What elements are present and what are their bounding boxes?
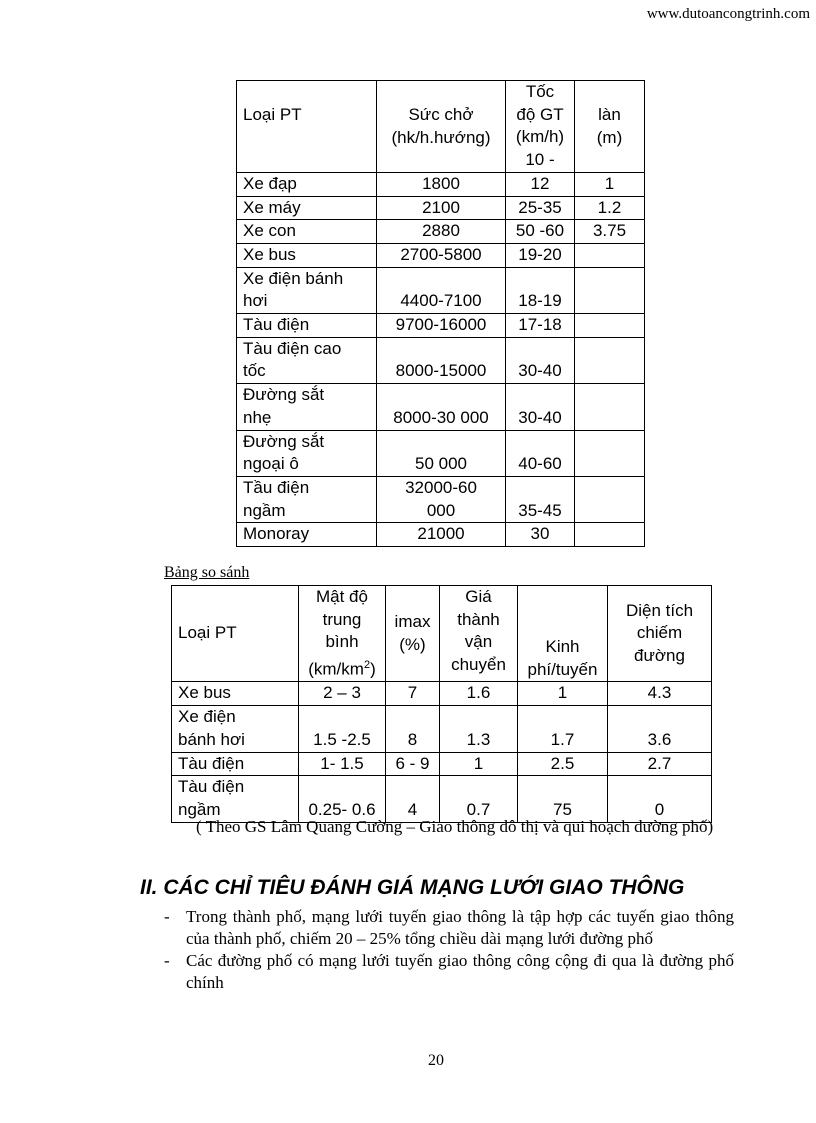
transport-cost-cell <box>440 682 518 706</box>
cell-line <box>510 477 570 500</box>
cell-line: Monoray <box>243 524 310 544</box>
imax-cell-header <box>386 586 440 682</box>
table-row <box>237 196 645 220</box>
network-density-cell <box>299 752 386 776</box>
vehicle-type-cell <box>172 706 299 752</box>
cell-line: Xe điện <box>178 707 236 727</box>
cell-line: (m) <box>596 127 623 147</box>
capacity-cell <box>377 196 506 220</box>
vehicle-type-cell <box>237 337 377 383</box>
cell-line <box>579 268 640 291</box>
cell-line: 1.2 <box>597 197 622 217</box>
bullet-dash: - <box>164 907 170 926</box>
cell-line <box>390 706 435 729</box>
cell-line: ngầm <box>243 500 286 520</box>
vehicle-type-cell <box>237 172 377 196</box>
table-row <box>237 337 645 383</box>
cell-line: 2700-5800 <box>400 244 482 264</box>
comparison-table <box>171 585 712 823</box>
cell-line: 0.25- 0.6 <box>308 799 376 819</box>
vehicle-type-cell-header <box>237 81 377 173</box>
cell-line: Xe đạp <box>243 173 297 193</box>
cell-line: 19-20 <box>518 244 562 264</box>
table-row <box>172 682 712 706</box>
vehicle-type-cell <box>237 220 377 244</box>
vehicle-type-cell-header <box>172 586 299 682</box>
cell-line: 30-40 <box>518 361 562 381</box>
cell-line: 3.6 <box>647 729 672 749</box>
speed-cell <box>506 384 575 430</box>
cell-line: 1- 1.5 <box>320 753 364 773</box>
cell-line: Tầu điện <box>243 477 310 497</box>
cell-line: 50 000 <box>415 454 467 474</box>
watermark-url: www.dutoancongtrinh.com <box>646 6 810 22</box>
vehicle-type-cell <box>237 523 377 547</box>
speed-cell <box>506 196 575 220</box>
cell-line: (%) <box>399 634 426 654</box>
capacity-cell <box>377 476 506 522</box>
lane-cell <box>575 337 645 383</box>
cell-line: trung <box>322 609 362 629</box>
table-header-row <box>237 81 645 173</box>
cell-line: thành <box>457 609 500 629</box>
speed-cell <box>506 523 575 547</box>
unit-text: (km/km <box>308 659 364 679</box>
table-row <box>237 430 645 476</box>
network-density-cell-header <box>299 586 386 682</box>
cell-line <box>579 431 640 454</box>
cell-line <box>522 776 603 799</box>
cell-line <box>579 523 640 546</box>
capacity-cell <box>377 267 506 313</box>
cell-line: 1.3 <box>466 729 491 749</box>
lane-cell <box>575 430 645 476</box>
capacity-cell <box>377 220 506 244</box>
lane-cell <box>575 314 645 338</box>
capacity-cell <box>377 172 506 196</box>
lane-cell <box>575 384 645 430</box>
speed-cell <box>506 430 575 476</box>
cell-line: 10 - <box>525 150 555 170</box>
lane-cell <box>575 476 645 522</box>
speed-cell <box>506 243 575 267</box>
transport-cost-cell <box>440 752 518 776</box>
network-density-cell <box>299 706 386 752</box>
page-number: 20 <box>428 1052 444 1069</box>
cell-line: 18-19 <box>518 291 562 311</box>
cell-line: 9700-16000 <box>395 315 487 335</box>
cell-line: Tàu điện cao <box>243 338 342 358</box>
cell-line: chiếm <box>636 623 683 643</box>
table-row <box>237 172 645 196</box>
cell-line <box>444 706 513 729</box>
road-area-cell <box>608 752 712 776</box>
bullet-dash: - <box>164 951 170 970</box>
lane-cell <box>575 243 645 267</box>
cell-line: 6 - 9 <box>395 753 430 773</box>
cell-line <box>510 384 570 407</box>
imax-cell <box>386 682 440 706</box>
cell-line <box>303 654 381 681</box>
cell-line <box>303 706 381 729</box>
vehicle-type-cell <box>237 243 377 267</box>
cell-line <box>579 407 640 430</box>
road-area-cell-header <box>608 586 712 682</box>
cell-line: 75 <box>553 799 572 819</box>
source-note: ( Theo GS Lâm Quang Cường – Giao thông đô thị và qui hoạch đường phố) <box>196 817 714 836</box>
cell-line: 4400-7100 <box>400 291 482 311</box>
cell-line <box>579 338 640 361</box>
cell-line: vận <box>464 632 493 652</box>
cell-line <box>579 453 640 476</box>
cell-line: 35-45 <box>518 500 562 520</box>
bullet-item <box>164 906 734 950</box>
vehicle-type-cell <box>237 314 377 338</box>
cell-line <box>579 314 640 337</box>
cell-line <box>381 268 501 291</box>
cell-line: 50 -60 <box>515 221 565 241</box>
table-row <box>237 243 645 267</box>
vehicle-type-cell <box>172 682 299 706</box>
lane-cell <box>575 172 645 196</box>
cell-line: 12 <box>530 173 550 193</box>
bullet-text: Các đường phố có mạng lưới tuyến giao thông công cộng đi qua là đường phố chính <box>186 951 734 992</box>
table-row <box>237 523 645 547</box>
cell-line: Diện tích <box>625 600 694 620</box>
cell-line: 2880 <box>422 221 460 241</box>
table-row <box>172 752 712 776</box>
cell-line: 7 <box>407 683 418 703</box>
cell-line: 4 <box>407 799 418 819</box>
table-row <box>237 220 645 244</box>
cell-line: tốc <box>243 361 266 381</box>
cell-line: 40-60 <box>518 454 562 474</box>
cell-line: phí/tuyến <box>527 659 598 679</box>
cell-line: 2.7 <box>647 753 672 773</box>
cell-line <box>579 290 640 313</box>
cell-line: Xe điện bánh <box>243 268 344 288</box>
cell-line: Mật độ <box>316 587 368 606</box>
capacity-cell-header <box>377 81 506 173</box>
cell-line <box>381 431 501 454</box>
transport-cost-cell <box>440 706 518 752</box>
bullet-item <box>164 950 734 994</box>
imax-cell <box>386 752 440 776</box>
cell-line: làn <box>598 105 621 124</box>
cell-line <box>444 776 513 799</box>
cell-line: Sức chở <box>408 105 474 124</box>
cell-line: 25-35 <box>518 197 562 217</box>
vehicle-type-cell <box>237 476 377 522</box>
cell-line: bánh hơi <box>178 729 245 749</box>
cell-line: 8000-15000 <box>395 361 487 381</box>
cell-line: Xe bus <box>243 244 296 264</box>
speed-cell <box>506 476 575 522</box>
paren-close: ) <box>370 659 376 679</box>
vehicle-type-cell <box>237 196 377 220</box>
speed-cell-header <box>506 81 575 173</box>
lane-cell <box>575 220 645 244</box>
table-caption: Bảng so sánh <box>164 564 250 581</box>
cell-line <box>510 338 570 361</box>
route-cost-cell <box>518 752 608 776</box>
cell-line <box>303 776 381 799</box>
lane-cell <box>575 267 645 313</box>
capacity-cell <box>377 430 506 476</box>
cell-line: Đường sắt <box>243 385 325 405</box>
table-row <box>237 314 645 338</box>
vehicle-type-cell <box>237 267 377 313</box>
cell-line: (hk/h.hướng) <box>391 127 491 147</box>
cell-line <box>612 776 707 799</box>
vehicle-type-cell <box>237 384 377 430</box>
table-row <box>237 476 645 522</box>
lane-cell <box>575 196 645 220</box>
speed-cell <box>506 314 575 338</box>
cell-line: 1 <box>557 683 568 703</box>
cell-line: Tàu điện <box>243 315 310 335</box>
cell-line: 8000-30 000 <box>393 407 489 427</box>
road-area-cell <box>608 706 712 752</box>
lane-cell <box>575 523 645 547</box>
route-cost-cell <box>518 706 608 752</box>
bullet-list <box>164 906 734 994</box>
cell-line <box>579 500 640 523</box>
cell-line: 4.3 <box>647 683 672 703</box>
vehicle-capacity-table <box>236 80 645 547</box>
cell-line <box>390 776 435 799</box>
cell-line: 2 – 3 <box>323 683 361 703</box>
road-area-cell <box>608 682 712 706</box>
cell-line: độ GT <box>516 104 564 124</box>
cell-line: 0 <box>654 799 665 819</box>
cell-line: bình <box>325 632 359 652</box>
bullet-text: Trong thành phố, mạng lưới tuyến giao thông là tập hợp các tuyến giao thông của thành phố, chiếm 20 – 25% tổng chiều dài mạng lưới đường phố <box>186 907 734 948</box>
cell-line: ngầm <box>178 799 221 819</box>
cell-line: Giá <box>465 587 492 606</box>
capacity-cell <box>377 523 506 547</box>
cell-line: 30-40 <box>518 407 562 427</box>
cell-line: 2.5 <box>550 753 575 773</box>
cell-line: 32000-60 <box>405 477 477 497</box>
section-heading: II. CÁC CHỈ TIÊU ĐÁNH GIÁ MẠNG LƯỚI GIAO THÔNG <box>140 876 685 899</box>
cell-line: Tốc <box>525 82 555 101</box>
cell-line: Xe máy <box>243 197 301 217</box>
cell-line: đường <box>634 646 685 666</box>
cell-line: 21000 <box>417 524 465 544</box>
cell-line: 8 <box>407 729 418 749</box>
cell-line: Xe bus <box>178 683 231 703</box>
cell-line: ngoại ô <box>243 454 299 474</box>
cell-line <box>381 384 501 407</box>
cell-line: Tàu điện <box>178 777 245 797</box>
cell-line: Loại PT <box>243 105 302 124</box>
cell-line: Kinh <box>545 637 580 657</box>
route-cost-cell <box>518 682 608 706</box>
table-row <box>172 706 712 752</box>
cell-line: 2100 <box>422 197 460 217</box>
cell-line <box>381 338 501 361</box>
capacity-cell <box>377 314 506 338</box>
cell-line: Loại PT <box>178 623 237 643</box>
cell-line: 1 <box>473 753 484 773</box>
cell-line: 1 <box>604 173 615 193</box>
vehicle-type-cell <box>237 430 377 476</box>
cell-line: (km/h) <box>515 127 565 147</box>
speed-cell <box>506 220 575 244</box>
cell-line: Xe con <box>243 221 296 241</box>
imax-cell <box>386 706 440 752</box>
cell-line <box>579 244 640 267</box>
lane-cell-header <box>575 81 645 173</box>
speed-cell <box>506 337 575 383</box>
capacity-cell <box>377 384 506 430</box>
cell-line: 000 <box>426 500 456 520</box>
cell-line: 30 <box>530 524 550 544</box>
cell-line: 1.6 <box>466 683 491 703</box>
cell-line: Tàu điện <box>178 753 245 773</box>
cell-line <box>579 384 640 407</box>
speed-cell <box>506 267 575 313</box>
cell-line: 0.7 <box>466 799 491 819</box>
transport-cost-cell-header <box>440 586 518 682</box>
cell-line <box>579 477 640 500</box>
superscript: 2 <box>363 659 371 672</box>
cell-line: Đường sắt <box>243 431 325 451</box>
cell-line: 1800 <box>422 173 460 193</box>
cell-line: hơi <box>243 291 268 311</box>
cell-line <box>510 268 570 291</box>
network-density-cell <box>299 682 386 706</box>
cell-line: chuyển <box>451 655 506 675</box>
cell-line: 17-18 <box>518 315 562 335</box>
route-cost-cell-header <box>518 586 608 682</box>
cell-line: 1.5 -2.5 <box>313 729 371 749</box>
capacity-cell <box>377 337 506 383</box>
cell-line: imax <box>394 612 431 632</box>
capacity-cell <box>377 243 506 267</box>
cell-line <box>522 706 603 729</box>
cell-line: 3.75 <box>592 221 627 241</box>
cell-line: 1.7 <box>550 729 575 749</box>
speed-cell <box>506 172 575 196</box>
table-row <box>237 267 645 313</box>
vehicle-type-cell <box>172 752 299 776</box>
cell-line <box>579 360 640 383</box>
cell-line <box>612 706 707 729</box>
cell-line <box>510 431 570 454</box>
cell-line: nhẹ <box>243 407 272 427</box>
table-header-row <box>172 586 712 682</box>
table-row <box>237 384 645 430</box>
